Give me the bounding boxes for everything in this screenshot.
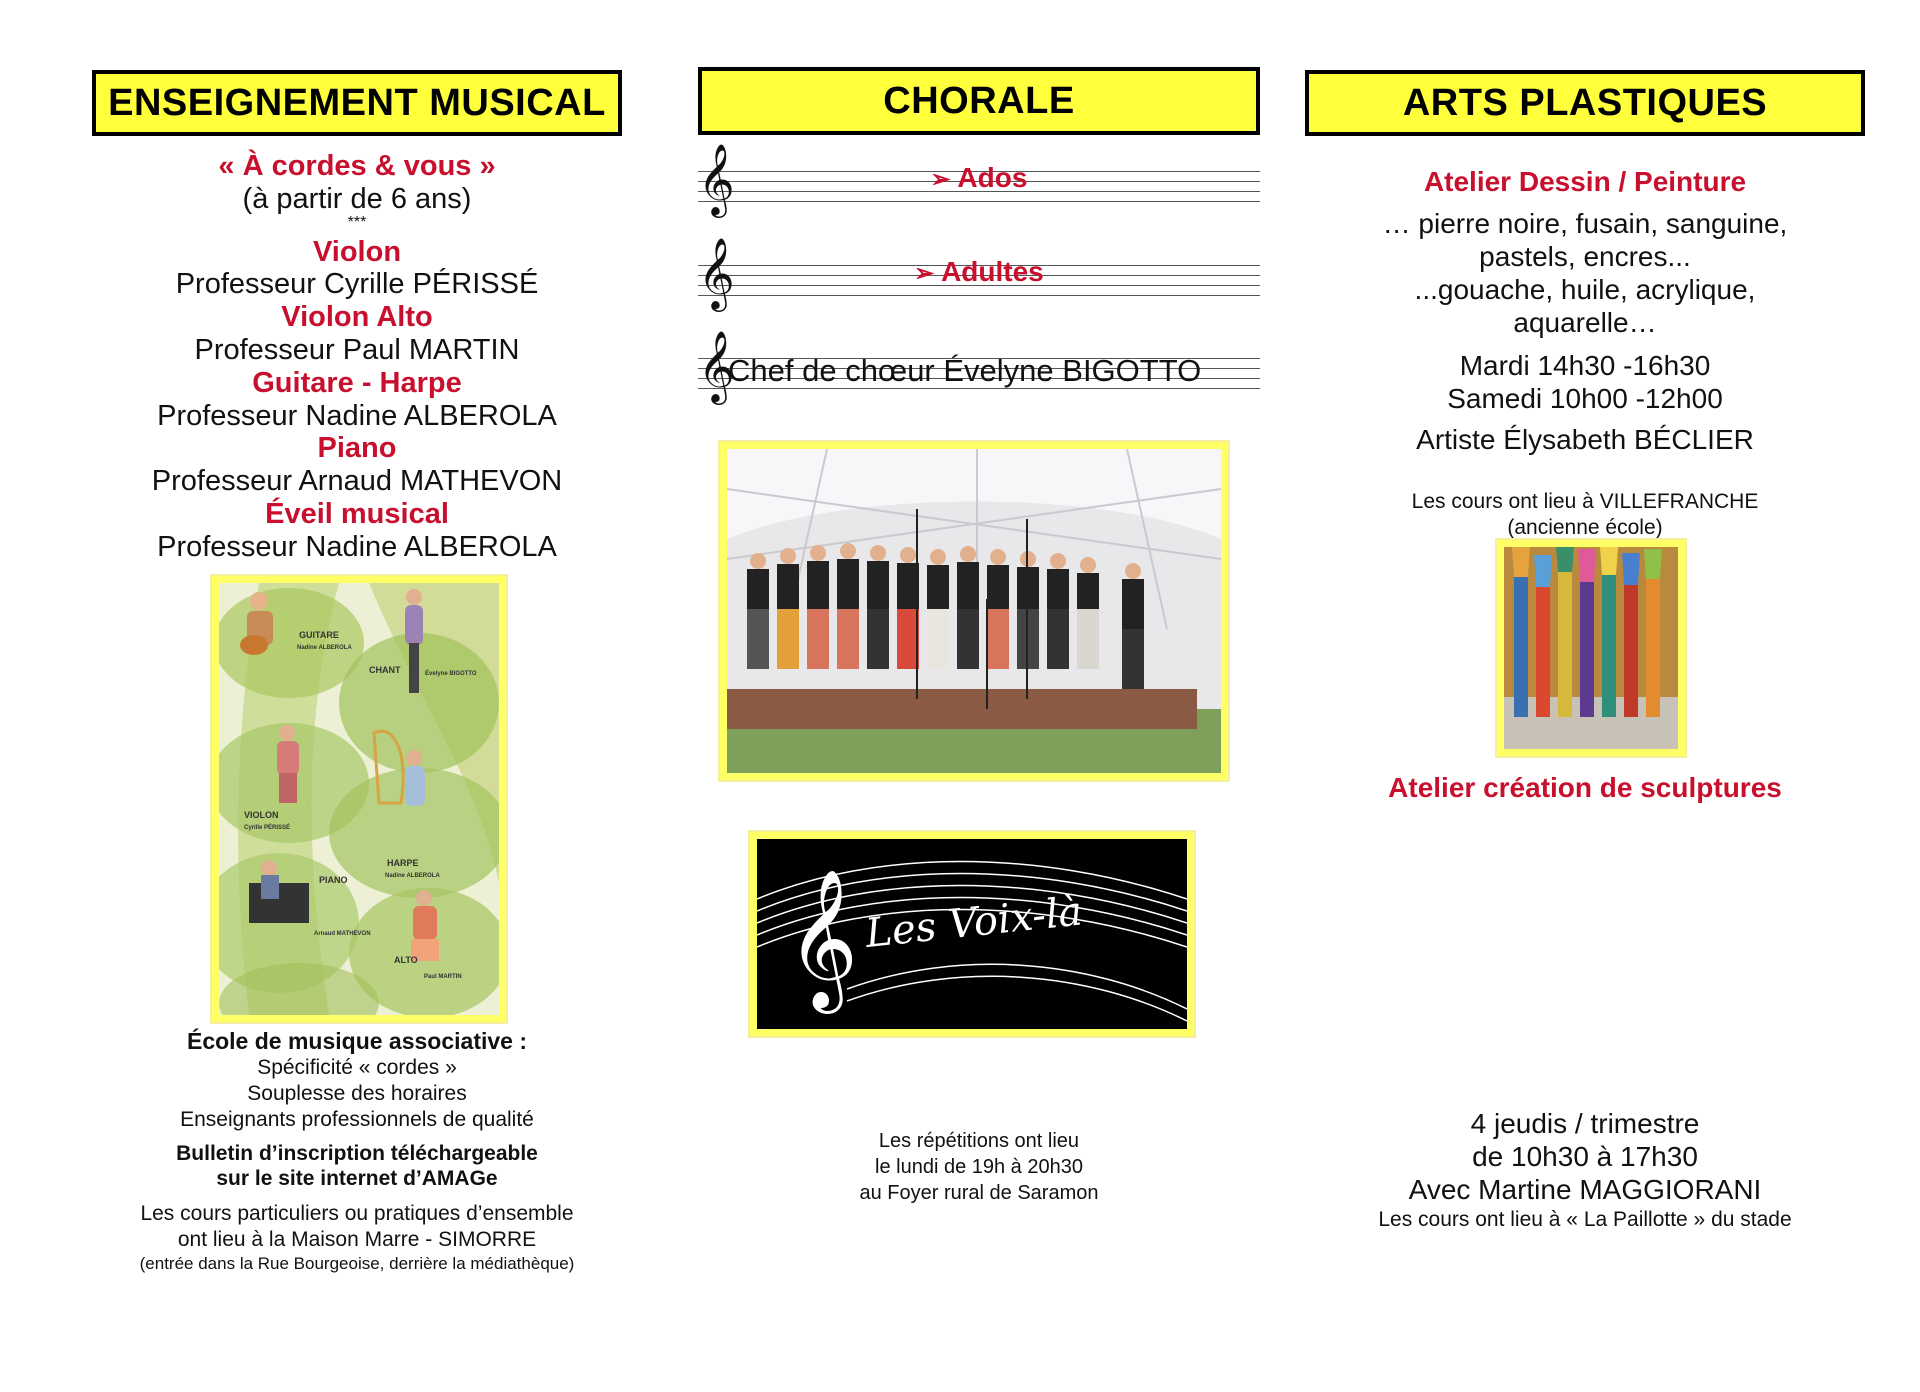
les-voix-la-logo [750,832,1194,1036]
school-point: Enseignants professionnels de qualité [180,1108,534,1131]
staff-conductor [698,329,1260,405]
music-header: ENSEIGNEMENT MUSICAL [92,70,622,136]
location-text: ont lieu à la Maison Marre - SIMORRE [177,1228,537,1251]
choir-photo [720,442,1228,780]
label-harpe: HARPE [387,858,419,868]
label-harpe-teacher: Nadine ALBEROLA [385,873,440,879]
course-instrument: Piano [317,432,397,465]
materials-line: … pierre noire, fusain, sanguine, [1382,208,1788,239]
label-chant-teacher: Évelyne BIGOTTO [425,671,477,677]
schedule-line: Samedi 10h00 -12h00 [1447,383,1723,414]
label-violon: VIOLON [244,810,279,820]
course-instrument: Guitare - Harpe [252,366,462,399]
conductor-name: Chef de chœur Évelyne BIGOTTO [728,353,1202,388]
course-teacher: Professeur Nadine ALBEROLA [157,530,557,563]
course-instrument: Violon [312,235,402,268]
staff-ados [698,142,1260,218]
workshop-drawing-title: Atelier Dessin / Peinture [1423,166,1747,197]
label-alto: ALTO [394,955,418,965]
materials-line: pastels, encres... [1479,241,1691,272]
label-alto-teacher: Paul MARTIN [424,974,462,980]
arrow-icon: ➢ [914,260,935,287]
music-column [92,0,622,1392]
treble-clef-icon: 𝄞 [698,236,735,309]
place-text: Les cours ont lieu à VILLEFRANCHE [1411,490,1759,513]
arrow-icon: ➢ [930,166,951,193]
location-note: (entrée dans la Rue Bourgeoise, derrière la médiathèque) [139,1254,575,1273]
schedule-line: Mardi 14h30 -16h30 [1459,350,1711,381]
course-teacher: Professeur Nadine ALBEROLA [157,399,557,432]
rehearsal-text: le lundi de 19h à 20h30 [875,1156,1083,1178]
school-point: Souplesse des horaires [247,1082,467,1105]
music-course-list [92,150,622,564]
choir-photo-illustration [727,449,1221,773]
bulletin-text: sur le site internet d’AMAGe [216,1167,498,1190]
materials-line: aquarelle… [1513,307,1657,338]
label-piano-teacher: Arnaud MATHEVON [314,931,371,937]
arts-column [1305,0,1865,1392]
logo-illustration [757,839,1187,1029]
label-guitare-teacher: Nadine ALBEROLA [297,645,352,651]
separator-stars: *** [347,213,367,231]
logo-text: Les Voix-là [863,888,1085,957]
group-ados: Ados [957,162,1028,193]
place-note: (ancienne école) [1507,516,1663,539]
school-point: Spécificité « cordes » [257,1056,457,1079]
sculpture-schedule: 4 jeudis / trimestre [1470,1108,1700,1139]
artist-name: Artiste Élysabeth BÉCLIER [1416,424,1754,455]
paint-brushes-photo [1497,540,1685,756]
label-guitare: GUITARE [299,630,339,640]
music-instruments-painting [212,576,506,1022]
program-title: « À cordes & vous » [218,150,496,182]
treble-clef-icon: 𝄞 [698,142,735,215]
label-violon-teacher: Cyrille PÉRISSÉ [244,825,291,831]
course-instrument: Éveil musical [265,497,449,530]
course-teacher: Professeur Arnaud MATHEVON [151,465,563,498]
choir-header: CHORALE [698,67,1260,135]
rehearsal-text: Les répétitions ont lieu [878,1130,1080,1152]
course-instrument: Violon Alto [281,301,433,334]
school-title: École de musique associative : [186,1028,528,1054]
label-chant: CHANT [369,665,401,675]
sculpture-schedule: de 10h30 à 17h30 [1472,1141,1698,1172]
brushes-illustration [1504,547,1678,749]
sculpture-teacher: Avec Martine MAGGIORANI [1408,1174,1762,1205]
treble-clef-icon: 𝄞 [698,329,735,402]
group-adultes: Adultes [941,256,1044,287]
materials-line: ...gouache, huile, acrylique, [1414,274,1756,305]
staff-adultes [698,236,1260,312]
sculpture-place: Les cours ont lieu à « La Paillotte » du stade [1378,1208,1792,1231]
label-piano: PIANO [319,875,348,885]
choir-column [698,0,1260,1392]
treble-clef-icon: 𝄞 [787,869,858,1008]
course-teacher: Professeur Cyrille PÉRISSÉ [175,268,539,301]
bulletin-text: Bulletin d’inscription téléchargeable [176,1142,538,1165]
painting-illustration [219,583,499,1015]
program-age: (à partir de 6 ans) [242,182,472,215]
workshop-sculpture-title: Atelier création de sculptures [1388,772,1782,803]
course-teacher: Professeur Paul MARTIN [194,333,520,366]
rehearsal-text: au Foyer rural de Saramon [859,1182,1099,1204]
location-text: Les cours particuliers ou pratiques d’ensemble [140,1202,574,1225]
arts-header: ARTS PLASTIQUES [1305,70,1865,136]
